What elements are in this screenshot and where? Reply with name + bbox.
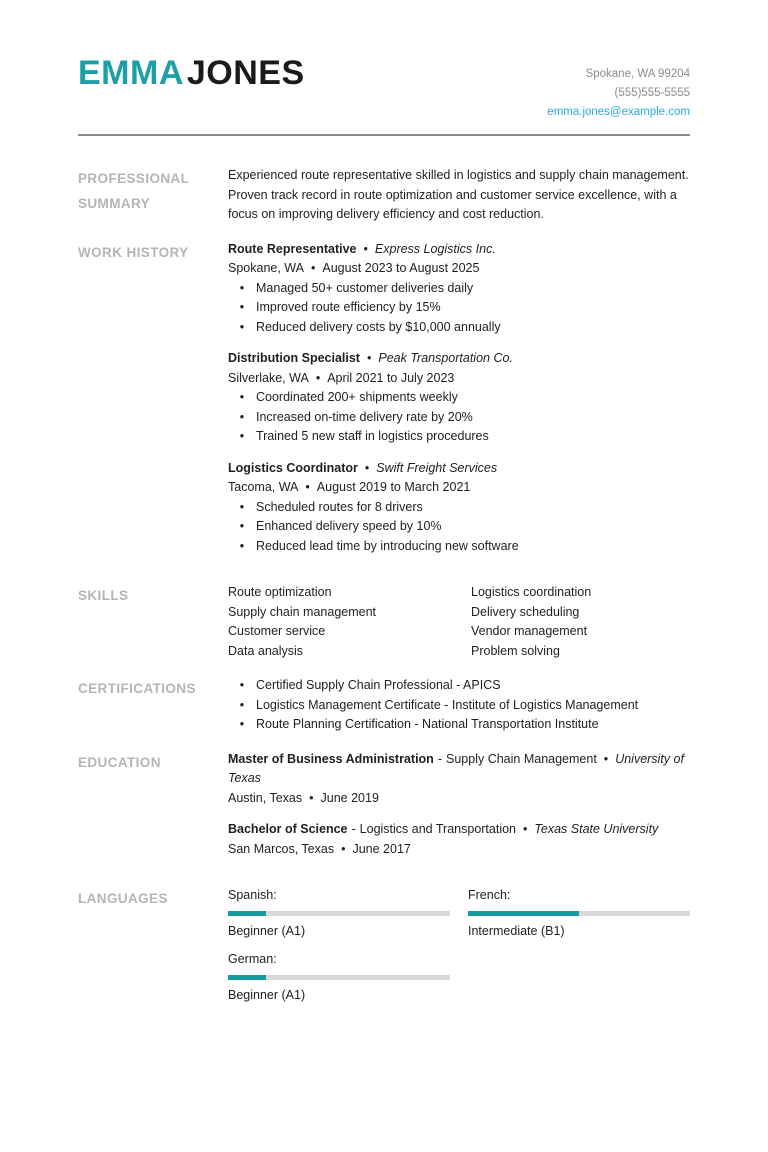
language-level-fill	[228, 975, 266, 980]
bullet-text: Reduced delivery costs by $10,000 annually	[256, 319, 501, 334]
skill-item: Problem solving	[471, 643, 560, 658]
degree-date: June 2017	[352, 841, 411, 856]
job-location: Tacoma, WA	[228, 480, 299, 494]
section-label-work: WORK HISTORY	[78, 244, 189, 260]
job-company: Peak Transportation Co.	[378, 351, 513, 365]
bullet-icon: •	[239, 390, 245, 404]
skill-item: Route optimization	[228, 585, 332, 599]
language-level-text: Beginner (A1)	[228, 923, 306, 938]
job-company: Swift Freight Services	[376, 460, 498, 475]
education-list	[228, 750, 690, 872]
job-location: Silverlake, WA	[228, 370, 309, 385]
language-name: Spanish:	[228, 888, 277, 902]
language-level-bar	[468, 911, 690, 916]
bullet-item	[228, 498, 690, 518]
job-dates: August 2023 to August 2025	[322, 261, 480, 275]
section-label-certifications: CERTIFICATIONS	[78, 681, 196, 696]
degree-location: San Marcos, Texas	[228, 841, 335, 856]
degree-location: Austin, Texas	[228, 790, 303, 805]
degree-school: Texas State University	[534, 822, 659, 836]
bullet-icon: •	[239, 429, 245, 443]
skill-item: Delivery scheduling	[471, 604, 580, 619]
separator-dot: •	[603, 751, 609, 766]
work-jobs	[228, 240, 690, 569]
job-location: Spokane, WA	[228, 261, 304, 275]
education-entry	[228, 750, 690, 809]
bullet-text: Managed 50+ customer deliveries daily	[256, 280, 474, 295]
bullet-icon: •	[239, 300, 245, 314]
contact-address: Spokane, WA 99204	[585, 68, 690, 80]
bullet-item	[228, 537, 690, 557]
job-title: Route Representative	[228, 241, 357, 256]
separator-dash: -	[351, 822, 356, 836]
section-label-summary: PROFESSIONAL SUMMARY	[78, 171, 190, 211]
contact-block	[547, 65, 690, 122]
bullet-item	[228, 279, 690, 299]
bullet-item	[228, 318, 690, 338]
job-company: Express Logistics Inc.	[374, 241, 496, 256]
degree-name: Master of Business Administration	[228, 751, 434, 766]
contact-phone: (555)555-5555	[614, 87, 690, 99]
job-dates: April 2021 to July 2023	[327, 370, 455, 385]
bullet-item	[228, 408, 690, 428]
bullet-item	[228, 388, 690, 408]
job-meta-line	[228, 478, 690, 498]
job-bullets	[228, 498, 690, 557]
skills-column-2	[471, 583, 690, 661]
section-education	[78, 750, 690, 872]
degree-meta-line	[228, 789, 690, 809]
separator-dot: •	[305, 480, 310, 494]
first-name: EMMA	[78, 54, 184, 92]
work-job	[228, 459, 690, 557]
bullet-text: Trained 5 new staff in logistics procedures	[256, 429, 489, 443]
job-meta-line	[228, 259, 690, 279]
skills-grid	[228, 583, 690, 661]
languages-grid	[228, 886, 690, 1005]
job-title: Logistics Coordinator	[228, 460, 358, 475]
skill-item: Data analysis	[228, 643, 304, 658]
degree-date: June 2019	[320, 790, 379, 805]
header	[78, 52, 690, 122]
bullet-text: Coordinated 200+ shipments weekly	[256, 390, 458, 404]
bullet-icon: •	[239, 409, 245, 424]
section-label-languages: LANGUAGES	[78, 891, 168, 906]
separator-dot: •	[364, 460, 370, 475]
skill-item: Supply chain management	[228, 604, 377, 619]
bullet-icon: •	[239, 519, 245, 533]
header-divider	[78, 134, 690, 136]
degree-school: University of Texas	[228, 751, 684, 785]
separator-dot: •	[363, 241, 368, 256]
degree-field: Supply Chain Management	[446, 751, 597, 766]
skill-item: Vendor management	[471, 624, 588, 638]
language-level-text: Beginner (A1)	[228, 987, 306, 1002]
bullet-text: Increased on-time delivery rate by 20%	[256, 409, 473, 424]
bullet-icon: •	[239, 499, 245, 514]
bullet-text: Improved route efficiency by 15%	[256, 300, 441, 314]
summary-text: Experienced route representative skilled in logistics and supply chain management. Proven track record in route optimization and customer service excellence, with a focus on improving delivery efficiency and cost reduction.	[228, 168, 689, 221]
separator-dot: •	[341, 841, 346, 856]
bullet-icon: •	[239, 319, 245, 334]
separator-dot: •	[315, 370, 321, 385]
bullet-icon: •	[239, 717, 245, 731]
degree-title-line	[228, 820, 690, 840]
work-job	[228, 240, 690, 338]
language-level-text: Intermediate (B1)	[468, 923, 565, 938]
degree-name: Bachelor of Science	[228, 822, 348, 836]
section-label-education: EDUCATION	[78, 754, 161, 770]
section-skills	[78, 583, 690, 661]
skills-column-1	[228, 583, 447, 661]
bullet-text: Scheduled routes for 8 drivers	[256, 499, 423, 514]
language-name: German:	[228, 952, 277, 966]
language-level-fill	[228, 911, 266, 916]
job-bullets	[228, 279, 690, 338]
language-level-fill	[468, 911, 579, 916]
education-entry	[228, 820, 690, 859]
bullet-item	[228, 676, 690, 696]
separator-dot: •	[523, 822, 528, 836]
bullet-item	[228, 298, 690, 318]
bullet-icon: •	[239, 678, 245, 692]
job-title-line	[228, 349, 690, 369]
bullet-item	[228, 427, 690, 447]
bullet-icon: •	[239, 697, 245, 712]
bullet-item	[228, 715, 690, 735]
job-dates: August 2019 to March 2021	[316, 480, 471, 494]
separator-dot: •	[309, 790, 314, 805]
bullet-item	[228, 696, 690, 716]
bullet-text: Route Planning Certification - National Transportation Institute	[256, 717, 599, 731]
language-item	[228, 950, 450, 1005]
bullet-item	[228, 517, 690, 537]
job-bullets	[228, 388, 690, 447]
last-name: JONES	[186, 54, 305, 92]
bullet-text: Reduced lead time by introducing new software	[256, 538, 519, 553]
section-certifications	[78, 676, 690, 735]
separator-dash: -	[437, 751, 442, 766]
degree-meta-line	[228, 840, 690, 860]
separator-dot: •	[366, 351, 372, 365]
job-title-line	[228, 459, 690, 479]
page-title	[78, 52, 305, 94]
section-languages	[78, 886, 690, 1005]
bullet-text: Logistics Management Certificate - Institute of Logistics Management	[256, 697, 639, 712]
job-title-line	[228, 240, 690, 260]
job-meta-line	[228, 369, 690, 389]
skill-item: Customer service	[228, 624, 326, 638]
skill-item: Logistics coordination	[471, 585, 592, 599]
degree-field: Logistics and Transportation	[359, 822, 517, 836]
job-title: Distribution Specialist	[228, 351, 360, 365]
bullet-text: Certified Supply Chain Professional - APICS	[256, 678, 501, 692]
section-professional-summary	[78, 166, 690, 225]
degree-title-line	[228, 750, 690, 789]
contact-email-link[interactable]: emma.jones@example.com	[547, 106, 690, 118]
work-job	[228, 349, 690, 447]
section-label-skills: SKILLS	[78, 588, 129, 603]
language-item	[228, 886, 450, 941]
language-item	[468, 886, 690, 941]
language-level-bar	[228, 911, 450, 916]
bullet-text: Enhanced delivery speed by 10%	[256, 519, 442, 533]
sections	[78, 166, 690, 1005]
separator-dot: •	[310, 261, 316, 275]
language-name: French:	[468, 888, 511, 902]
language-level-bar	[228, 975, 450, 980]
bullet-icon: •	[239, 538, 245, 553]
bullet-icon: •	[239, 280, 245, 295]
certifications-list	[228, 676, 690, 735]
section-work-history	[78, 240, 690, 569]
